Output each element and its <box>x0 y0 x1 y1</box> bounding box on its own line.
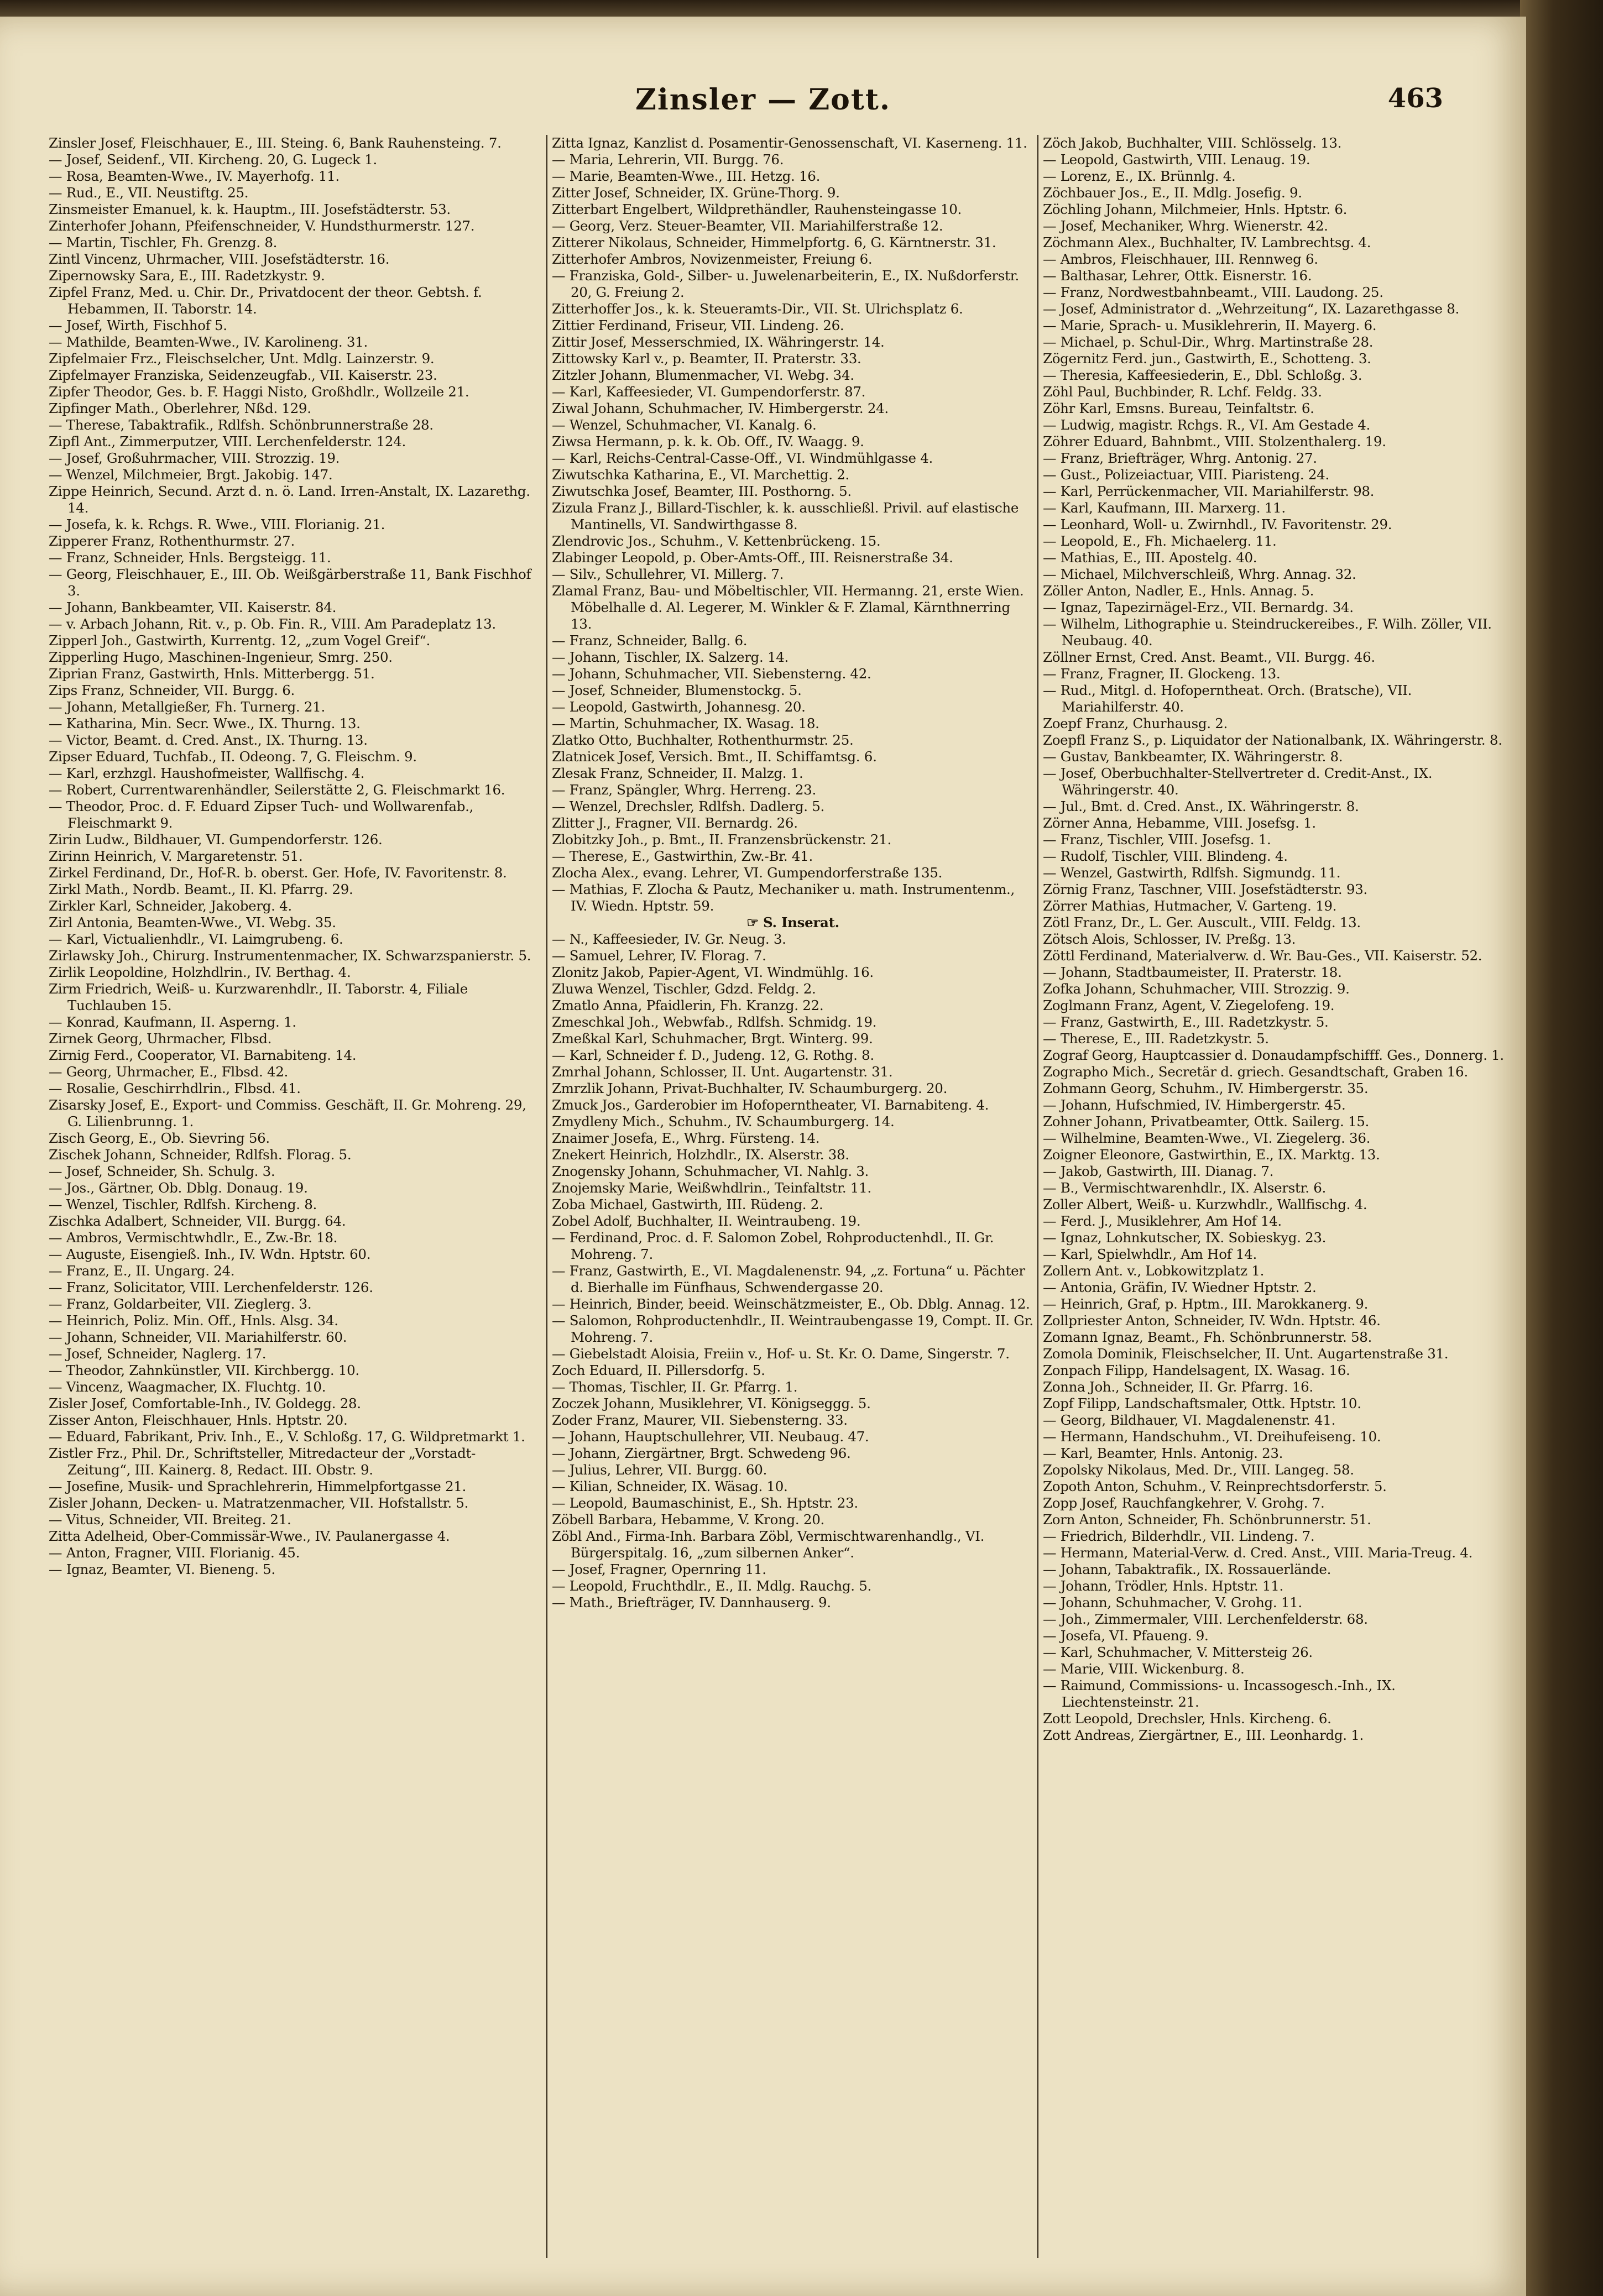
directory-entry: Zöller Anton, Nadler, E., Hnls. Annag. 5. <box>1043 583 1314 599</box>
directory-entry: Zomola Dominik, Fleischselcher, II. Unt. Augartenstraße 31. <box>1043 1346 1449 1362</box>
directory-entry: Zöchbauer Jos., E., II. Mdlg. Josefig. 9. <box>1043 185 1302 201</box>
directory-entry: — Mathilde, Beamten-Wwe., IV. Karolineng. 31. <box>49 334 368 350</box>
directory-entry: — Julius, Lehrer, VII. Burgg. 60. <box>552 1462 767 1478</box>
directory-entry: — Karl, Schneider f. D., Judeng. 12, G. Rothg. 8. <box>552 1047 874 1063</box>
directory-entry: — Rosa, Beamten-Wwe., IV. Mayerhofg. 11. <box>49 168 340 184</box>
directory-entry: Zoigner Eleonore, Gastwirthin, E., IX. Marktg. 13. <box>1043 1147 1380 1163</box>
directory-entry: Zöchling Johann, Milchmeier, Hnls. Hptstr. 6. <box>1043 201 1348 217</box>
directory-entry: Zipfelmayer Franziska, Seidenzeugfab., VII. Kaiserstr. 23. <box>49 367 437 383</box>
directory-entry: — Wenzel, Gastwirth, Rdlfsh. Sigmundg. 11. <box>1043 865 1341 881</box>
directory-entry: Zott Leopold, Drechsler, Hnls. Kircheng. 6. <box>1043 1711 1332 1727</box>
directory-entry: — Karl, Perrückenmacher, VII. Mariahilferstr. 98. <box>1043 483 1375 499</box>
directory-entry: — Konrad, Kaufmann, II. Asperng. 1. <box>49 1014 296 1030</box>
directory-entry: Zomann Ignaz, Beamt., Fh. Schönbrunnerstr. 58. <box>1043 1329 1372 1345</box>
directory-entry: Zöch Jakob, Buchhalter, VIII. Schlösselg. 13. <box>1043 135 1342 151</box>
directory-entry: — Katharina, Min. Secr. Wwe., IX. Thurng. 13. <box>49 715 361 731</box>
directory-entry: Zizula Franz J., Billard-Tischler, k. k. ausschließl. Privil. auf elastische Mantinells, VI. Sandwirthgasse 8. <box>552 500 1019 532</box>
directory-entry: Zmydleny Mich., Schuhm., IV. Schaumburgerg. 14. <box>552 1113 895 1129</box>
directory-entry: Zippe Heinrich, Secund. Arzt d. n. ö. Land. Irren-Anstalt, IX. Lazarethg. 14. <box>49 483 530 516</box>
directory-entry: — Johann, Tischler, IX. Salzerg. 14. <box>552 649 789 665</box>
directory-entry: — Franz, Gastwirth, E., VI. Magdalenenstr. 94, „z. Fortuna“ u. Pächter d. Bierhalle im Fünfhaus, Schwendergasse 20. <box>552 1263 1025 1295</box>
directory-entry: — Ignaz, Tapezirnägel-Erz., VII. Bernardg. 34. <box>1043 599 1354 615</box>
directory-entry: — Marie, Sprach- u. Musiklehrerin, II. Mayerg. 6. <box>1043 317 1377 333</box>
directory-entry: Zlatko Otto, Buchhalter, Rothenthurmstr. 25. <box>552 732 854 748</box>
directory-entry: Zmrhal Johann, Schlosser, II. Unt. Augartenstr. 31. <box>552 1064 893 1080</box>
directory-entry: Zittowsky Karl v., p. Beamter, II. Praterstr. 33. <box>552 351 861 367</box>
directory-entry: Zoller Albert, Weiß- u. Kurzwhdlr., Wallfischg. 4. <box>1043 1196 1367 1212</box>
directory-entry: Zipfinger Math., Oberlehrer, Nßd. 129. <box>49 400 311 416</box>
directory-entry: Zipperer Franz, Rothenthurmstr. 27. <box>49 533 295 549</box>
directory-entry: Zipser Eduard, Tuchfab., II. Odeong. 7, G. Fleischm. 9. <box>49 749 417 765</box>
directory-entry: — Jul., Bmt. d. Cred. Anst., IX. Währingerstr. 8. <box>1043 798 1359 814</box>
directory-entry: Zipperling Hugo, Maschinen-Ingenieur, Smrg. 250. <box>49 649 393 665</box>
directory-entry: — Vitus, Schneider, VII. Breiteg. 21. <box>49 1512 291 1528</box>
directory-entry: — Josefine, Musik- und Sprachlehrerin, Himmelpfortgasse 21. <box>49 1478 467 1494</box>
directory-entry: Zirnig Ferd., Cooperator, VI. Barnabiteng. 14. <box>49 1047 357 1063</box>
directory-entry: Zmatlo Anna, Pfaidlerin, Fh. Kranzg. 22. <box>552 997 824 1013</box>
directory-entry: — Rud., E., VII. Neustiftg. 25. <box>49 185 249 201</box>
directory-entry: — Franz, Spängler, Whrg. Herreng. 23. <box>552 782 816 798</box>
directory-entry: — Mathias, E., III. Apostelg. 40. <box>1043 550 1257 566</box>
directory-entry: Zograf Georg, Hauptcassier d. Donaudampfschifff. Ges., Donnerg. 1. <box>1043 1047 1504 1063</box>
page-title: Zinsler — Zott. <box>635 83 891 117</box>
directory-entry: — Michael, Milchverschleiß, Whrg. Annag. 32. <box>1043 566 1356 582</box>
directory-entry: — Johann, Metallgießer, Fh. Turnerg. 21. <box>49 699 325 715</box>
directory-entry: — Rudolf, Tischler, VIII. Blindeng. 4. <box>1043 848 1288 864</box>
directory-entry: — Josef, Fragner, Opernring 11. <box>552 1561 766 1577</box>
directory-entry: — Franz, Fragner, II. Glockeng. 13. <box>1043 666 1281 682</box>
directory-entry: — Michael, p. Schul-Dir., Whrg. Martinstraße 28. <box>1043 334 1374 350</box>
directory-entry: Zollpriester Anton, Schneider, IV. Wdn. Hptstr. 46. <box>1043 1312 1381 1329</box>
directory-entry: — Franz, Gastwirth, E., III. Radetzkystr. 5. <box>1043 1014 1329 1030</box>
directory-entry: Zmeschkal Joh., Webwfab., Rdlfsh. Schmidg. 19. <box>552 1014 877 1030</box>
directory-entry: Zitta Adelheid, Ober-Commissär-Wwe., IV. Paulanergasse 4. <box>49 1528 450 1544</box>
directory-entry: — Heinrich, Graf, p. Hptm., III. Marokkanerg. 9. <box>1043 1296 1369 1312</box>
directory-entry: Zorn Anton, Schneider, Fh. Schönbrunnerstr. 51. <box>1043 1512 1371 1528</box>
directory-entry: Zöttl Ferdinand, Materialverw. d. Wr. Bau-Ges., VII. Kaiserstr. 52. <box>1043 948 1482 964</box>
directory-entry: Zittir Josef, Messerschmied, IX. Währingerstr. 14. <box>552 334 885 350</box>
directory-entry: — Franz, Nordwestbahnbeamt., VIII. Laudong. 25. <box>1043 284 1383 300</box>
directory-entry: — Karl, Schuhmacher, V. Mittersteig 26. <box>1043 1644 1313 1660</box>
directory-entry: — Karl, Victualienhdlr., VI. Laimgrubeng. 6. <box>49 931 343 947</box>
directory-entry: Zöhrer Eduard, Bahnbmt., VIII. Stolzenthalerg. 19. <box>1043 433 1386 449</box>
directory-entry: — Josef, Schneider, Blumenstockg. 5. <box>552 682 802 698</box>
directory-entry: — Hermann, Material-Verw. d. Cred. Anst., VIII. Maria-Treug. 4. <box>1043 1545 1473 1561</box>
directory-entry: — Silv., Schullehrer, VI. Millerg. 7. <box>552 566 784 582</box>
directory-entry: Zipfelmaier Frz., Fleischselcher, Unt. Mdlg. Lainzerstr. 9. <box>49 351 435 367</box>
directory-entry: Zischka Adalbert, Schneider, VII. Burgg. 64. <box>49 1213 346 1229</box>
directory-entry: — Johann, Trödler, Hnls. Hptstr. 11. <box>1043 1578 1283 1594</box>
directory-entry: Zographo Mich., Secretär d. griech. Gesandtschaft, Graben 16. <box>1043 1064 1468 1080</box>
directory-entry: Ziwal Johann, Schuhmacher, IV. Himbergerstr. 24. <box>552 400 889 416</box>
directory-entry: — Josef, Oberbuchhalter-Stellvertreter d. Credit-Anst., IX. Währingerstr. 40. <box>1043 765 1433 798</box>
directory-entry: — Ferd. J., Musiklehrer, Am Hof 14. <box>1043 1213 1282 1229</box>
directory-entry: — Karl, Kaufmann, III. Marxerg. 11. <box>1043 500 1286 516</box>
directory-entry: Zofka Johann, Schuhmacher, VIII. Strozzig. 9. <box>1043 981 1350 997</box>
directory-entry: — Ferdinand, Proc. d. F. Salomon Zobel, Rohproductenhdl., II. Gr. Mohreng. 7. <box>552 1230 994 1262</box>
directory-entry: — Josef, Schneider, Sh. Schulg. 3. <box>49 1163 275 1179</box>
directory-entry: Ziwutschka Josef, Beamter, III. Posthorng. 5. <box>552 483 852 499</box>
directory-entry: — Franz, Goldarbeiter, VII. Zieglerg. 3. <box>49 1296 312 1312</box>
directory-entry: — Franz, Schneider, Hnls. Bergsteigg. 11. <box>49 550 331 566</box>
directory-entry: — Georg, Uhrmacher, E., Flbsd. 42. <box>49 1064 289 1080</box>
directory-entry: — Math., Briefträger, IV. Dannhauserg. 9. <box>552 1594 831 1610</box>
directory-entry: Zipernowsky Sara, E., III. Radetzkystr. 9. <box>49 268 325 284</box>
directory-entry: — Heinrich, Poliz. Min. Off., Hnls. Alsg. 34. <box>49 1312 338 1329</box>
directory-entry: Zitta Ignaz, Kanzlist d. Posamentir-Genossenschaft, VI. Kaserneng. 11. <box>552 135 1027 151</box>
directory-entry: — Vincenz, Waagmacher, IX. Fluchtg. 10. <box>49 1379 326 1395</box>
directory-entry: — Johann, Ziergärtner, Brgt. Schwedeng 96. <box>552 1445 851 1461</box>
directory-entry: — Johann, Schuhmacher, VII. Siebensterng. 42. <box>552 666 871 682</box>
directory-entry: — Ludwig, magistr. Rchgs. R., VI. Am Gestade 4. <box>1043 417 1371 433</box>
directory-entry: — Georg, Fleischhauer, E., III. Ob. Weißgärberstraße 11, Bank Fischhof 3. <box>49 566 531 599</box>
directory-entry: Zitterhofer Ambros, Novizenmeister, Freiung 6. <box>552 251 873 267</box>
directory-entry: — Eduard, Fabrikant, Priv. Inh., E., V. Schloßg. 17, G. Wildpretmarkt 1. <box>49 1429 525 1445</box>
directory-entry: — Gustav, Bankbeamter, IX. Währingerstr. 8. <box>1043 749 1343 765</box>
directory-entry: Zipfer Theodor, Ges. b. F. Haggi Nisto, Großhdlr., Wollzeile 21. <box>49 384 469 400</box>
directory-column-1 <box>49 135 535 2258</box>
directory-entry: Zistler Frz., Phil. Dr., Schriftsteller, Mitredacteur der „Vorstadt-Zeitung“, III. Kainerg. 8, Redact. III. Obstr. 9. <box>49 1445 476 1478</box>
directory-entry: Zinsmeister Emanuel, k. k. Hauptm., III. Josefstädterstr. 53. <box>49 201 451 217</box>
directory-entry: — Rosalie, Geschirrhdlrin., Flbsd. 41. <box>49 1080 301 1096</box>
directory-entry: — Wenzel, Schuhmacher, VI. Kanalg. 6. <box>552 417 817 433</box>
directory-entry: Zöhl Paul, Buchbinder, R. Lchf. Feldg. 33. <box>1043 384 1322 400</box>
directory-entry: — Johann, Bankbeamter, VII. Kaiserstr. 84. <box>49 599 337 615</box>
directory-entry: — Franz, Tischler, VIII. Josefsg. 1. <box>1043 831 1271 848</box>
directory-entry: — Leopold, Baumaschinist, E., Sh. Hptstr. 23. <box>552 1495 858 1511</box>
directory-entry: — Hermann, Handschuhm., VI. Dreihufeiseng. 10. <box>1043 1429 1381 1445</box>
directory-entry: ☞ S. Inserat. <box>746 914 839 930</box>
directory-entry: Zirl Antonia, Beamten-Wwe., VI. Webg. 35. <box>49 914 336 930</box>
directory-entry: — Auguste, Eisengieß. Inh., IV. Wdn. Hptstr. 60. <box>49 1246 371 1262</box>
directory-entry: — Ambros, Vermischtwhdlr., E., Zw.-Br. 18. <box>49 1230 338 1246</box>
directory-entry: Zlesak Franz, Schneider, II. Malzg. 1. <box>552 765 803 781</box>
directory-entry: — Theodor, Zahnkünstler, VII. Kirchbergg. 10. <box>49 1362 359 1378</box>
directory-entry: Zöbell Barbara, Hebamme, V. Krong. 20. <box>552 1512 824 1528</box>
directory-entry: — Franz, E., II. Ungarg. 24. <box>49 1263 235 1279</box>
directory-entry: Zitterbart Engelbert, Wildprethändler, Rauhensteingasse 10. <box>552 201 962 217</box>
directory-entry: Zoba Michael, Gastwirth, III. Rüdeng. 2. <box>552 1196 823 1212</box>
directory-entry: Zipfel Franz, Med. u. Chir. Dr., Privatdocent der theor. Gebtsh. f. Hebammen, II. Taborstr. 14. <box>49 284 482 317</box>
directory-entry: Zmrzlik Johann, Privat-Buchhalter, IV. Schaumburgerg. 20. <box>552 1080 948 1096</box>
directory-entry: — Heinrich, Binder, beeid. Weinschätzmeister, E., Ob. Dblg. Annag. 12. <box>552 1296 1030 1312</box>
directory-entry: — Johann, Tabaktrafik., IX. Rossauerlände. <box>1043 1561 1332 1577</box>
directory-column-2 <box>546 135 1034 2258</box>
directory-entry: — Johann, Schneider, VII. Mariahilferstr. 60. <box>49 1329 347 1345</box>
directory-entry: Zisser Anton, Fleischhauer, Hnls. Hptstr. 20. <box>49 1412 348 1428</box>
directory-entry: Zlamal Franz, Bau- und Möbeltischler, VII. Hermanng. 21, erste Wien. Möbelhalle d. Al. Legerer, M. Winkler & F. Zlamal, Kärnthnerring 13. <box>552 583 1024 632</box>
directory-entry: — Martin, Schuhmacher, IX. Wasag. 18. <box>552 715 819 731</box>
directory-entry: Zohner Johann, Privatbeamter, Ottk. Sailerg. 15. <box>1043 1113 1370 1129</box>
directory-entry: — Karl, Kaffeesieder, VI. Gumpendorferstr. 87. <box>552 384 866 400</box>
directory-entry: — Therese, E., Gastwirthin, Zw.-Br. 41. <box>552 848 813 864</box>
directory-entry: Znogensky Johann, Schuhmacher, VI. Nahlg. 3. <box>552 1163 869 1179</box>
directory-entry: Zitterhoffer Jos., k. k. Steueramts-Dir., VII. St. Ulrichsplatz 6. <box>552 301 963 317</box>
directory-entry: — Leopold, Gastwirth, VIII. Lenaug. 19. <box>1043 151 1310 168</box>
directory-entry: Zirkl Math., Nordb. Beamt., II. Kl. Pfarrg. 29. <box>49 881 353 897</box>
directory-entry: — Gust., Polizeiactuar, VIII. Piaristeng. 24. <box>1043 467 1329 483</box>
directory-entry: — Franz, Schneider, Ballg. 6. <box>552 632 748 648</box>
directory-entry: Zitzler Johann, Blumenmacher, VI. Webg. 34. <box>552 367 854 383</box>
directory-entry: — Joh., Zimmermaler, VIII. Lerchenfelderstr. 68. <box>1043 1611 1368 1627</box>
directory-entry: — Maria, Lehrerin, VII. Burgg. 76. <box>552 151 784 168</box>
directory-entry: — Ignaz, Lohnkutscher, IX. Sobieskyg. 23. <box>1043 1230 1327 1246</box>
directory-entry: Zisch Georg, E., Ob. Sievring 56. <box>49 1130 270 1146</box>
directory-entry: Zoch Eduard, II. Pillersdorfg. 5. <box>552 1362 765 1378</box>
directory-entry: — Josef, Wirth, Fischhof 5. <box>49 317 227 333</box>
directory-entry: — Josefa, VI. Pfaueng. 9. <box>1043 1628 1209 1644</box>
directory-entry: Zirm Friedrich, Weiß- u. Kurzwarenhdlr., II. Taborstr. 4, Filiale Tuchlauben 15. <box>49 981 468 1013</box>
directory-entry: Zipfl Ant., Zimmerputzer, VIII. Lerchenfelderstr. 124. <box>49 433 406 449</box>
directory-entry: — Therese, E., III. Radetzkystr. 5. <box>1043 1031 1269 1047</box>
directory-entry: Zips Franz, Schneider, VII. Burgg. 6. <box>49 682 295 698</box>
directory-entry: Zisler Johann, Decken- u. Matratzenmacher, VII. Hofstallstr. 5. <box>49 1495 469 1511</box>
directory-entry: Zitterer Nikolaus, Schneider, Himmelpfortg. 6, G. Kärntnerstr. 31. <box>552 234 996 250</box>
directory-entry: — Victor, Beamt. d. Cred. Anst., IX. Thurng. 13. <box>49 732 368 748</box>
directory-entry: Zinterhofer Johann, Pfeifenschneider, V. Hundsthurmerstr. 127. <box>49 218 475 234</box>
directory-entry: — Martin, Tischler, Fh. Grenzg. 8. <box>49 234 278 250</box>
directory-entry: Zörnig Franz, Taschner, VIII. Josefstädterstr. 93. <box>1043 881 1367 897</box>
book-edge-top <box>0 0 1603 19</box>
directory-entry: — Antonia, Gräfin, IV. Wiedner Hptstr. 2. <box>1043 1279 1317 1295</box>
directory-entry: Zluwa Wenzel, Tischler, Gdzd. Feldg. 2. <box>552 981 816 997</box>
directory-entry: — Marie, VIII. Wickenburg. 8. <box>1043 1661 1245 1677</box>
page-number: 463 <box>1387 83 1443 114</box>
directory-entry: Zopp Josef, Rauchfangkehrer, V. Grohg. 7. <box>1043 1495 1325 1511</box>
directory-entry: — Leopold, Gastwirth, Johannesg. 20. <box>552 699 806 715</box>
directory-entry: — Georg, Bildhauer, VI. Magdalenenstr. 41. <box>1043 1412 1336 1428</box>
directory-entry: Zischek Johann, Schneider, Rdlfsh. Florag. 5. <box>49 1147 352 1163</box>
directory-entry: — Wenzel, Tischler, Rdlfsh. Kircheng. 8. <box>49 1196 317 1212</box>
directory-entry: Zonpach Filipp, Handelsagent, IX. Wasag. 16. <box>1043 1362 1350 1378</box>
directory-entry: Zögernitz Ferd. jun., Gastwirth, E., Schotteng. 3. <box>1043 351 1371 367</box>
directory-entry: Zitter Josef, Schneider, IX. Grüne-Thorg. 9. <box>552 185 840 201</box>
directory-entry: — Marie, Beamten-Wwe., III. Hetzg. 16. <box>552 168 821 184</box>
directory-entry: Znekert Heinrich, Holzhdlr., IX. Alserstr. 38. <box>552 1147 849 1163</box>
directory-entry: Zöchmann Alex., Buchhalter, IV. Lambrechtsg. 4. <box>1043 234 1371 250</box>
directory-entry: Zörner Anna, Hebamme, VIII. Josefsg. 1. <box>1043 815 1316 831</box>
directory-entry: — Mathias, F. Zlocha & Pautz, Mechaniker u. math. Instrumentenm., IV. Wiedn. Hptstr. 59. <box>552 881 1015 914</box>
directory-entry: — Franz, Briefträger, Whrg. Antonig. 27. <box>1043 450 1317 466</box>
directory-entry: — Franziska, Gold-, Silber- u. Juwelenarbeiterin, E., IX. Nußdorferstr. 20, G. Freiung 2. <box>552 268 1019 300</box>
directory-entry: Zlabinger Leopold, p. Ober-Amts-Off., III. Reisnerstraße 34. <box>552 550 953 566</box>
directory-entry: — Rud., Mitgl. d. Hofoperntheat. Orch. (Bratsche), VII. Mariahilferstr. 40. <box>1043 682 1412 715</box>
directory-entry: Zirlawsky Joh., Chirurg. Instrumentenmacher, IX. Schwarzspanierstr. 5. <box>49 948 531 964</box>
directory-entry: Ziwutschka Katharina, E., VI. Marchettig. 2. <box>552 467 849 483</box>
directory-entry: — Leopold, Fruchthdlr., E., II. Mdlg. Rauchg. 5. <box>552 1578 872 1594</box>
directory-entry: — Lorenz, E., IX. Brünnlg. 4. <box>1043 168 1236 184</box>
directory-entry: Zoepf Franz, Churhausg. 2. <box>1043 715 1228 731</box>
directory-entry: — Josef, Administrator d. „Wehrzeitung“, IX. Lazarethgasse 8. <box>1043 301 1459 317</box>
directory-entry: — Johann, Hauptschullehrer, VII. Neubaug. 47. <box>552 1429 869 1445</box>
directory-entry: — Josef, Großuhrmacher, VIII. Strozzig. 19. <box>49 450 340 466</box>
directory-entry: — Robert, Currentwarenhändler, Seilerstätte 2, G. Fleischmarkt 16. <box>49 782 505 798</box>
directory-entry: — Friedrich, Bilderhdlr., VII. Lindeng. 7. <box>1043 1528 1315 1544</box>
directory-entry: — Josefa, k. k. Rchgs. R. Wwe., VIII. Florianig. 21. <box>49 516 385 532</box>
directory-entry: Zirnek Georg, Uhrmacher, Flbsd. <box>49 1031 272 1047</box>
directory-entry: — Anton, Fragner, VIII. Florianig. 45. <box>49 1545 300 1561</box>
directory-entry: Zirkel Ferdinand, Dr., Hof-R. b. oberst. Ger. Hofe, IV. Favoritenstr. 8. <box>49 865 507 881</box>
directory-entry: — Karl, Spielwhdlr., Am Hof 14. <box>1043 1246 1257 1262</box>
directory-entry: — Franz, Solicitator, VIII. Lerchenfelderstr. 126. <box>49 1279 373 1295</box>
directory-entry: — Samuel, Lehrer, IV. Florag. 7. <box>552 948 766 964</box>
directory-entry: Zirin Ludw., Bildhauer, VI. Gumpendorferstr. 126. <box>49 831 383 848</box>
directory-entry: Zlendrovic Jos., Schuhm., V. Kettenbrückeng. 15. <box>552 533 881 549</box>
directory-entry: Zintl Vincenz, Uhrmacher, VIII. Josefstädterstr. 16. <box>49 251 390 267</box>
directory-entry: Ziprian Franz, Gastwirth, Hnls. Mitterbergg. 51. <box>49 666 375 682</box>
directory-entry: — Thomas, Tischler, II. Gr. Pfarrg. 1. <box>552 1379 798 1395</box>
directory-entry: Znaimer Josefa, E., Whrg. Fürsteng. 14. <box>552 1130 820 1146</box>
directory-entry: — Josef, Seidenf., VII. Kircheng. 20, G. Lugeck 1. <box>49 151 377 168</box>
directory-entry: Zlatnicek Josef, Versich. Bmt., II. Schiffamtsg. 6. <box>552 749 877 765</box>
directory-entry: Ziwsa Hermann, p. k. k. Ob. Off., IV. Waagg. 9. <box>552 433 864 449</box>
directory-entry: Zittier Ferdinand, Friseur, VII. Lindeng. 26. <box>552 317 844 333</box>
directory-entry: Zlobitzky Joh., p. Bmt., II. Franzensbrückenstr. 21. <box>552 831 891 848</box>
directory-entry: — B., Vermischtwarenhdlr., IX. Alserstr. 6. <box>1043 1180 1327 1196</box>
directory-entry: Zobel Adolf, Buchhalter, II. Weintraubeng. 19. <box>552 1213 861 1229</box>
directory-entry: Zmuck Jos., Garderobier im Hofoperntheater, VI. Barnabiteng. 4. <box>552 1097 989 1113</box>
directory-entry: — Leonhard, Woll- u. Zwirnhdl., IV. Favoritenstr. 29. <box>1043 516 1392 532</box>
directory-entry: Zörrer Mathias, Hutmacher, V. Garteng. 19. <box>1043 898 1337 914</box>
directory-entry: Zötl Franz, Dr., L. Ger. Auscult., VIII. Feldg. 13. <box>1043 914 1361 930</box>
directory-entry: Zoepfl Franz S., p. Liquidator der Nationalbank, IX. Währingerstr. 8. <box>1043 732 1502 748</box>
directory-entry: Zlocha Alex., evang. Lehrer, VI. Gumpendorferstraße 135. <box>552 865 943 881</box>
directory-entry: Zirinn Heinrich, V. Margaretenstr. 51. <box>49 848 303 864</box>
directory-entry: — Kilian, Schneider, IX. Wäsag. 10. <box>552 1478 788 1494</box>
directory-entry: — Theresia, Kaffeesiederin, E., Dbl. Schloßg. 3. <box>1043 367 1362 383</box>
directory-entry: Zöbl And., Firma-Inh. Barbara Zöbl, Vermischtwarenhandlg., VI. Bürgerspitalg. 16, „zum silbernen Anker“. <box>552 1528 985 1561</box>
page-header <box>0 83 1526 127</box>
directory-entry: — Wenzel, Drechsler, Rdlfsh. Dadlerg. 5. <box>552 798 825 814</box>
directory-entry: Zopf Filipp, Landschaftsmaler, Ottk. Hptstr. 10. <box>1043 1395 1361 1411</box>
directory-entry: — Johann, Hufschmied, IV. Himbergerstr. 45. <box>1043 1097 1346 1113</box>
directory-entry: — Leopold, E., Fh. Michaelerg. 11. <box>1043 533 1277 549</box>
directory-entry: — v. Arbach Johann, Rit. v., p. Ob. Fin. R., VIII. Am Paradeplatz 13. <box>49 616 496 632</box>
directory-entry: Zlitter J., Fragner, VII. Bernardg. 26. <box>552 815 798 831</box>
directory-entry: — Georg, Verz. Steuer-Beamter, VII. Mariahilferstraße 12. <box>552 218 943 234</box>
directory-entry: — Johann, Schuhmacher, V. Grohg. 11. <box>1043 1594 1302 1610</box>
directory-entry: — Karl, Reichs-Central-Casse-Off., VI. Windmühlgasse 4. <box>552 450 933 466</box>
directory-entry: — Balthasar, Lehrer, Ottk. Eisnerstr. 16. <box>1043 268 1312 284</box>
directory-entry: Zlonitz Jakob, Papier-Agent, VI. Windmühlg. 16. <box>552 964 874 980</box>
directory-entry: Zöllner Ernst, Cred. Anst. Beamt., VII. Burgg. 46. <box>1043 649 1375 665</box>
directory-entry: Zisler Josef, Comfortable-Inh., IV. Goldegg. 28. <box>49 1395 361 1411</box>
directory-entry: — Wilhelmine, Beamten-Wwe., VI. Ziegelerg. 36. <box>1043 1130 1371 1146</box>
directory-entry: Zoczek Johann, Musiklehrer, VI. Königseggg. 5. <box>552 1395 871 1411</box>
directory-entry: — Johann, Stadtbaumeister, II. Praterstr. 18. <box>1043 964 1342 980</box>
directory-entry: — Jos., Gärtner, Ob. Dblg. Donaug. 19. <box>49 1180 308 1196</box>
directory-entry: — Wilhelm, Lithographie u. Steindruckereibes., F. Wilh. Zöller, VII. Neubaug. 40. <box>1043 616 1492 648</box>
directory-entry: — Karl, erzhzgl. Haushofmeister, Wallfischg. 4. <box>49 765 365 781</box>
directory-entry: Zipperl Joh., Gastwirth, Kurrentg. 12, „zum Vogel Greif“. <box>49 632 430 648</box>
directory-entry: Zoder Franz, Maurer, VII. Siebensterng. 33. <box>552 1412 848 1428</box>
directory-entry: — N., Kaffeesieder, IV. Gr. Neug. 3. <box>552 931 786 947</box>
directory-entry: — Josef, Schneider, Naglerg. 17. <box>49 1346 267 1362</box>
directory-entry: Zötsch Alois, Schlosser, IV. Preßg. 13. <box>1043 931 1296 947</box>
directory-entry: — Raimund, Commissions- u. Incassogesch.-Inh., IX. Liechtensteinstr. 21. <box>1043 1677 1396 1710</box>
directory-entry: — Theodor, Proc. d. F. Eduard Zipser Tuch- und Wollwarenfab., Fleischmarkt 9. <box>49 798 474 831</box>
directory-entry: — Giebelstadt Aloisia, Freiin v., Hof- u. St. Kr. O. Dame, Singerstr. 7. <box>552 1346 1010 1362</box>
directory-entry: Zirlik Leopoldine, Holzhdlrin., IV. Berthag. 4. <box>49 964 351 980</box>
directory-entry: Zohmann Georg, Schuhm., IV. Himbergerstr. 35. <box>1043 1080 1369 1096</box>
book-spine <box>1520 0 1603 2296</box>
directory-entry: — Karl, Beamter, Hnls. Antonig. 23. <box>1043 1445 1283 1461</box>
directory-entry: Zmeßkal Karl, Schuhmacher, Brgt. Winterg. 99. <box>552 1031 873 1047</box>
directory-entry: Zoglmann Franz, Agent, V. Ziegelofeng. 19. <box>1043 997 1335 1013</box>
directory-entry: — Jakob, Gastwirth, III. Dianag. 7. <box>1043 1163 1274 1179</box>
directory-column-3 <box>1037 135 1508 2258</box>
directory-entry: — Ambros, Fleischhauer, III. Rennweg 6. <box>1043 251 1318 267</box>
directory-entry: Zonna Joh., Schneider, II. Gr. Pfarrg. 16. <box>1043 1379 1313 1395</box>
directory-entry: — Wenzel, Milchmeier, Brgt. Jakobig. 147. <box>49 467 333 483</box>
directory-entry: Zollern Ant. v., Lobkowitzplatz 1. <box>1043 1263 1265 1279</box>
directory-entry: — Ignaz, Beamter, VI. Bieneng. 5. <box>49 1561 275 1577</box>
directory-entry: Zott Andreas, Ziergärtner, E., III. Leonhardg. 1. <box>1043 1727 1364 1743</box>
directory-entry: — Josef, Mechaniker, Whrg. Wienerstr. 42. <box>1043 218 1328 234</box>
directory-entry: Zisarsky Josef, E., Export- und Commiss. Geschäft, II. Gr. Mohreng. 29, G. Lilienbrunng. 1. <box>49 1097 526 1129</box>
directory-entry: Znojemsky Marie, Weißwhdlrin., Teinfaltstr. 11. <box>552 1180 871 1196</box>
directory-entry: Zopoth Anton, Schuhm., V. Reinprechtsdorferstr. 5. <box>1043 1478 1387 1494</box>
directory-entry: Zopolsky Nikolaus, Med. Dr., VIII. Langeg. 58. <box>1043 1462 1354 1478</box>
directory-entry: — Therese, Tabaktrafik., Rdlfsh. Schönbrunnerstraße 28. <box>49 417 434 433</box>
directory-entry: — Salomon, Rohproductenhdlr., II. Weintraubengasse 19, Compt. II. Gr. Mohreng. 7. <box>552 1312 1033 1345</box>
directory-entry: Zöhr Karl, Emsns. Bureau, Teinfaltstr. 6. <box>1043 400 1314 416</box>
directory-entry: Zinsler Josef, Fleischhauer, E., III. Steing. 6, Bank Rauhensteing. 7. <box>49 135 502 151</box>
directory-entry: Zirkler Karl, Schneider, Jakoberg. 4. <box>49 898 292 914</box>
